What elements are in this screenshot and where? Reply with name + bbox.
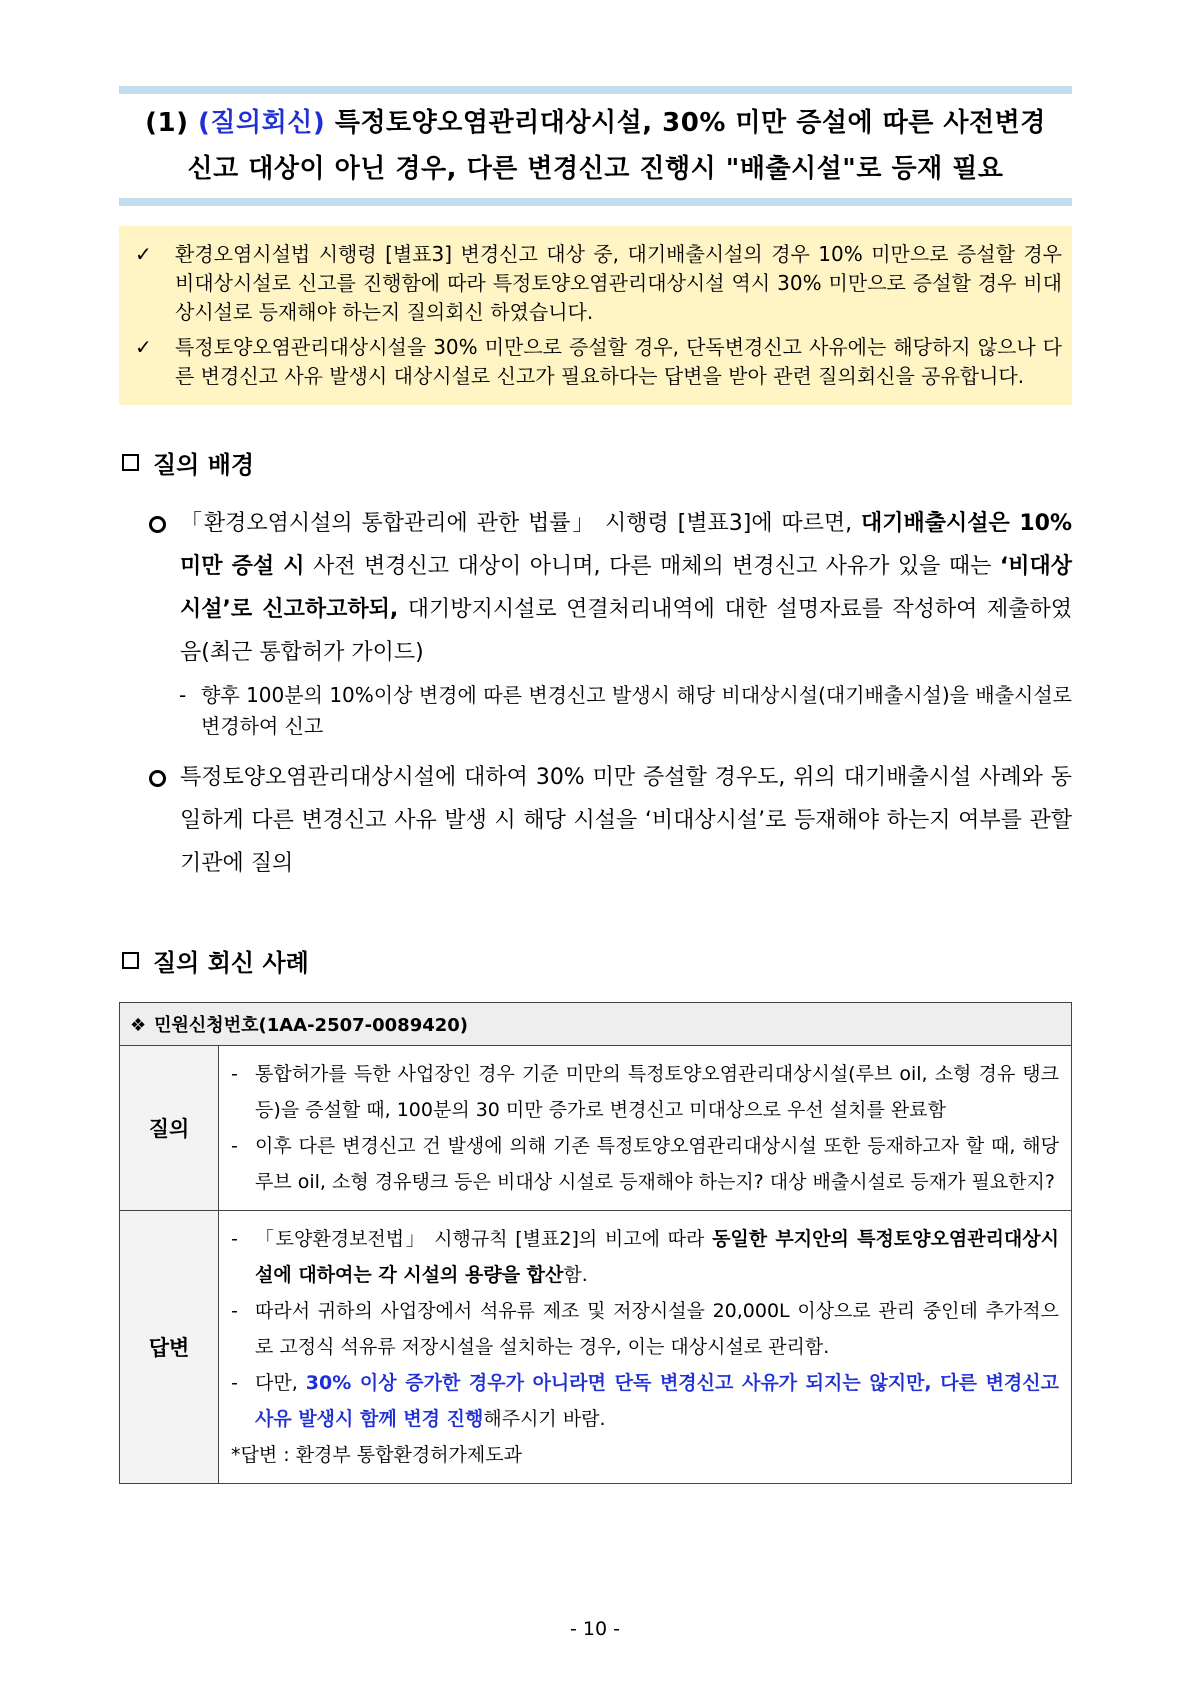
- answer-item: [231, 1293, 1059, 1365]
- bold-text-run: ‘비대상시설’로 신고하고하되,: [180, 554, 1072, 622]
- answer-item-text: [255, 1221, 1059, 1293]
- answer-body: [219, 1211, 1072, 1484]
- summary-item-text: 환경오염시설법 시행령 [별표3] 변경신고 대상 중, 대기배출시설의 경우 10% 미만으로 증설할 경우 비대상시설로 신고를 진행함에 따라 특정토양오염관리대상시설 역시 30% 미만으로 증설할 경우 비대상시설로 등재해야 하는지 질의회신 하였습니다.: [175, 242, 1062, 324]
- bullet-text: 특정토양오염관리대상시설에 대하여 30% 미만 증설할 경우도, 위의 대기배출시설 사례와 동일하게 다른 변경신고 사유 발생 시 해당 시설을 ‘비대상시설’로 등재해야 하는지 여부를 관할 기관에 질의: [180, 765, 1072, 876]
- answer-label: 답변: [120, 1211, 219, 1484]
- text-run: 「토양환경보전법」 시행규칙 [별표2]의 비고에 따라: [255, 1228, 713, 1250]
- section-heading-text: 질의 회신 사례: [153, 949, 309, 977]
- title-line-2: 신고 대상이 아닌 경우, 다른 변경신고 진행시 "배출시설"로 등재 필요: [187, 154, 1004, 184]
- question-item-text: 이후 다른 변경신고 건 발생에 의해 기존 특정토양오염관리대상시설 또한 등재하고자 할 때, 해당 루브 oil, 소형 경유탱크 등은 비대상 시설로 등재해야 하는지? 대상 배출시설로 등재가 필요한지?: [255, 1135, 1059, 1193]
- answer-source-note: *답변 : 환경부 통합환경허가제도과: [231, 1444, 522, 1466]
- title-tag: (질의회신): [198, 108, 326, 138]
- document-page: [119, 0, 1072, 1484]
- page-title: [119, 94, 1072, 198]
- highlighted-text-run: 30% 이상 증가한 경우가 아니라면 단독 변경신고 사유가 되지는 않지만, 다른 변경신고 사유 발생시 함께 변경 진행: [255, 1372, 1059, 1430]
- table-header-row: [120, 1003, 1072, 1046]
- square-bullet-icon: [122, 952, 139, 969]
- check-icon: ✓: [135, 242, 152, 266]
- title-top-rule: [119, 86, 1072, 94]
- sub-bullet-item: [179, 680, 1072, 742]
- section-heading-cases: [119, 943, 1072, 978]
- question-item-text: 통합허가를 득한 사업장인 경우 기준 미만의 특정토양오염관리대상시설(루브 oil, 소형 경유 탱크 등)을 증설할 때, 100분의 30 미만 증가로 변경신고 미대상으로 우선 설치를 완료함: [255, 1063, 1059, 1121]
- dash-marker: -: [231, 1372, 238, 1394]
- answer-item-text: 따라서 귀하의 사업장에서 석유류 제조 및 저장시설을 20,000L 이상으로 관리 중인데 추가적으로 고정식 석유류 저장시설을 설치하는 경우, 이는 대상시설로 관리함.: [255, 1300, 1059, 1358]
- question-label: 질의: [120, 1046, 219, 1211]
- square-bullet-icon: [122, 454, 139, 471]
- dash-marker: -: [231, 1063, 238, 1085]
- text-run: 다만,: [255, 1372, 306, 1394]
- title-line-1-text: 특정토양오염관리대상시설, 30% 미만 증설에 따른 사전변경: [334, 108, 1046, 138]
- section-heading-text: 질의 배경: [153, 451, 255, 479]
- bullet-item: [119, 502, 1072, 674]
- check-icon: ✓: [135, 335, 152, 359]
- bold-text-run: 동일한 부지안의 특정토양오염관리대상시설에 대하여는 각 시설의 용량을 합산: [255, 1228, 1059, 1286]
- question-item: [231, 1128, 1059, 1200]
- question-row: [120, 1046, 1072, 1211]
- qa-table: [119, 1002, 1072, 1484]
- text-run: 대기방지시설로 연결처리내역에 대한 설명자료를 작성하여 제출하였음(최근 통합허가 가이드): [180, 597, 1072, 665]
- page-number: - 10 -: [570, 1618, 620, 1640]
- question-body: [219, 1046, 1072, 1211]
- dash-marker: -: [231, 1228, 238, 1250]
- answer-item-text: [255, 1365, 1059, 1437]
- question-item: [231, 1056, 1059, 1128]
- title-line-1: [119, 100, 1072, 146]
- text-run: 함.: [563, 1264, 588, 1286]
- circle-bullet-icon: [149, 516, 166, 533]
- summary-item-text: 특정토양오염관리대상시설을 30% 미만으로 증설할 경우, 단독변경신고 사유에는 해당하지 않으나 다른 변경신고 사유 발생시 대상시설로 신고가 필요하다는 답변을 받아 관련 질의회신을 공유합니다.: [175, 335, 1062, 388]
- answer-item: [231, 1365, 1059, 1437]
- summary-item: [129, 240, 1062, 327]
- answer-item: [231, 1221, 1059, 1293]
- text-run: 해주시기 바람.: [483, 1408, 606, 1430]
- summary-item: [129, 333, 1062, 391]
- circle-bullet-icon: [149, 770, 166, 787]
- dash-marker: -: [179, 683, 187, 707]
- sub-bullet-text: 향후 100분의 10%이상 변경에 따른 변경신고 발생시 해당 비대상시설(대기배출시설)을 배출시설로 변경하여 신고: [201, 683, 1072, 738]
- title-bottom-rule: [119, 198, 1072, 206]
- bold-text-run: 대기배출시설은 10% 미만 증설 시: [180, 511, 1072, 579]
- answer-row: [120, 1211, 1072, 1484]
- section-heading-background: [119, 445, 1072, 480]
- title-number: (1): [145, 108, 189, 138]
- complaint-number: 민원신청번호(1AA-2507-0089420): [154, 1015, 469, 1036]
- table-header-cell: [120, 1003, 1072, 1046]
- summary-box: [119, 226, 1072, 405]
- bullet-item: [119, 756, 1072, 885]
- diamond-icon: ❖: [130, 1015, 147, 1036]
- bullet-text: [180, 502, 1072, 674]
- dash-marker: -: [231, 1300, 238, 1322]
- dash-marker: -: [231, 1135, 238, 1157]
- text-run: 사전 변경신고 대상이 아니며, 다른 매체의 변경신고 사유가 있을 때는: [304, 554, 1000, 579]
- text-run: 「환경오염시설의 통합관리에 관한 법률」 시행령 [별표3]에 따르면,: [180, 511, 862, 536]
